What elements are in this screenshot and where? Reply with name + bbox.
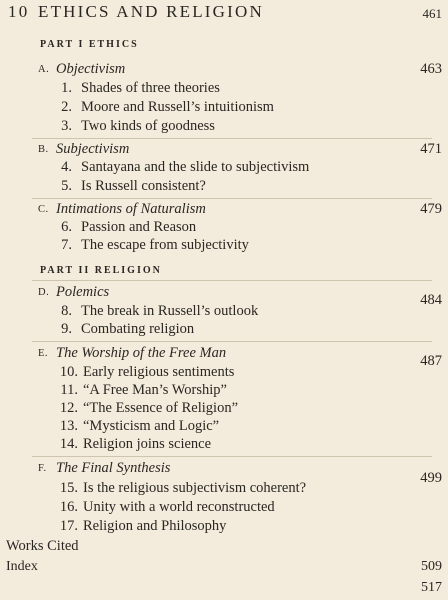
item-number: 5. [61,178,72,194]
section-letter: D. [38,287,50,298]
item-title: Combating religion [81,321,195,337]
section-page: 487 [420,353,442,369]
section-letter: C. [38,204,49,215]
section-divider [32,280,432,281]
item-title: “A Free Man’s Worship” [83,382,227,398]
item-number: 1. [61,80,72,96]
section-title: Intimations of Naturalism [56,201,206,217]
section-divider [32,138,432,139]
item-title: Passion and Reason [81,219,197,235]
item-title: Shades of three theories [81,80,220,96]
section-divider [32,456,432,457]
section-page: 499 [420,470,442,486]
section-title: Objectivism [56,61,126,77]
item-number: 16. [59,499,78,515]
item-title: Santayana and the slide to subjectivism [81,159,310,175]
part-heading-religion: PART II RELIGION [40,265,162,276]
works-cited-page: 509 [421,559,442,574]
item-number: 13. [59,418,78,434]
item-title: Two kinds of goodness [81,118,215,134]
chapter-number: 10 [8,2,30,21]
item-number: 12. [59,400,78,416]
section-letter: F. [38,463,47,474]
chapter-page: 461 [422,6,442,21]
section-title: Polemics [56,284,110,300]
item-title: “Mysticism and Logic” [83,418,220,434]
item-number: 6. [61,219,72,235]
section-letter: E. [38,348,49,359]
section-page: 463 [420,61,442,77]
section-page: 484 [420,292,442,308]
item-title: Religion and Philosophy [83,518,227,534]
section-title: The Worship of the Free Man [56,345,227,361]
part-heading-ethics: PART I ETHICS [40,39,139,50]
item-number: 10. [59,364,78,380]
section-page: 471 [420,141,442,157]
section-letter: B. [38,144,49,155]
section-title: The Final Synthesis [56,460,171,476]
section-letter: A. [38,64,50,75]
item-title: Moore and Russell’s intuitionism [81,99,274,115]
section-divider [32,341,432,342]
item-title: Is the religious subjectivism coherent? [83,480,307,496]
item-title: The break in Russell’s outlook [81,303,259,319]
item-title: Is Russell consistent? [81,178,206,194]
section-page: 479 [420,201,442,217]
chapter-title: ETHICS AND RELIGION [38,2,264,21]
item-title: Religion joins science [83,436,212,452]
item-title: The escape from subjectivity [81,237,249,253]
item-number: 11. [60,382,78,398]
item-number: 17. [59,518,78,534]
section-title: Subjectivism [56,141,130,157]
item-title: Early religious sentiments [83,364,235,380]
item-title: “The Essence of Religion” [83,400,239,416]
item-number: 9. [61,321,72,337]
item-number: 2. [61,99,72,115]
item-title: Unity with a world reconstructed [83,499,275,515]
item-number: 3. [61,118,72,134]
works-cited-title: Works Cited [6,538,79,554]
section-divider [32,198,432,199]
item-number: 7. [61,237,72,253]
item-number: 8. [61,303,72,319]
index-title: Index [6,559,38,574]
item-number: 14. [59,436,78,452]
item-number: 4. [61,159,72,175]
index-page: 517 [421,580,442,595]
item-number: 15. [59,480,78,496]
